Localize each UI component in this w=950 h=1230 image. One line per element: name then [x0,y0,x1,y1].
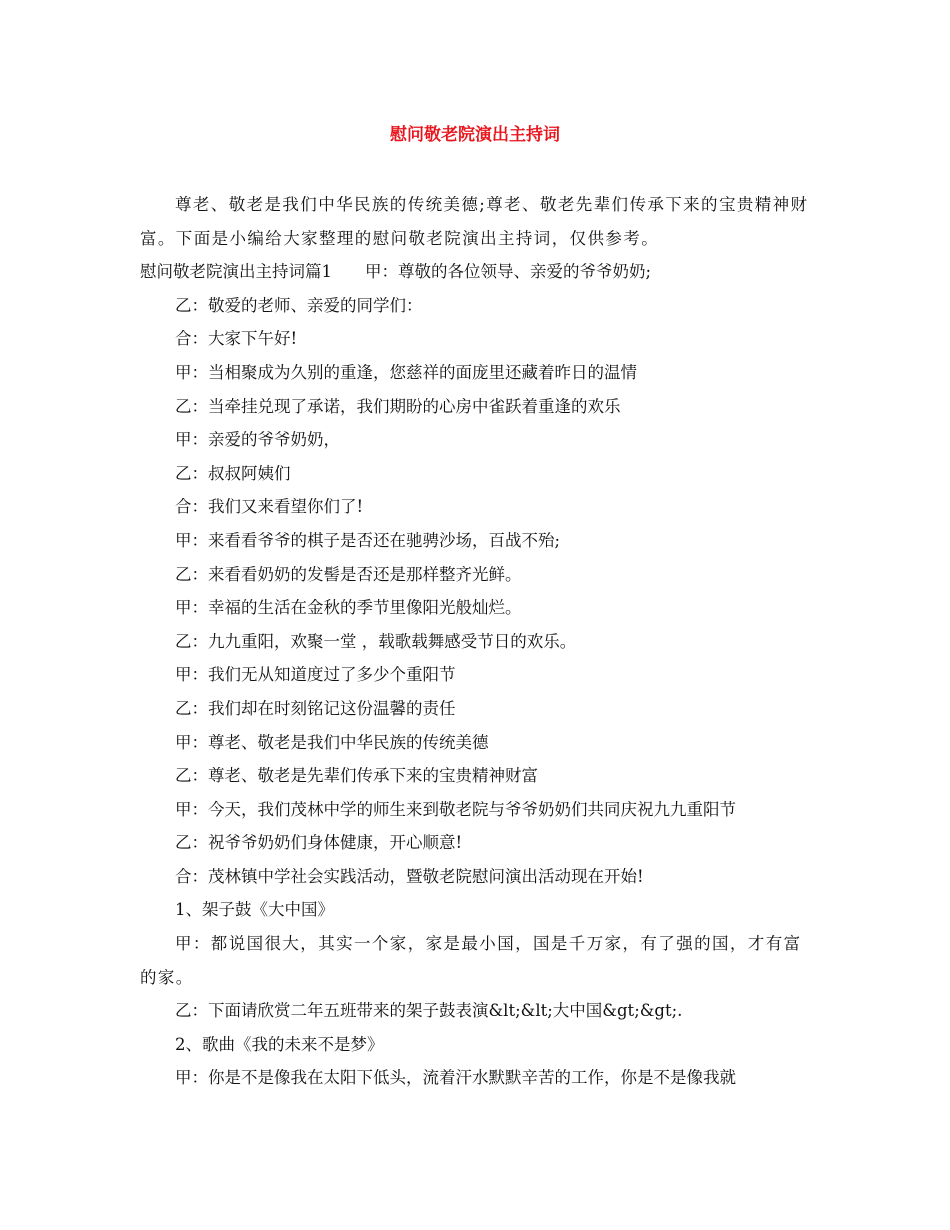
dialogue-line: 甲：我们无从知道度过了多少个重阳节 [175,665,456,685]
dialogue-line: 合：我们又来看望你们了! [175,497,364,517]
dialogue-line: 甲：尊老、敬老是我们中华民族的传统美德 [175,732,489,752]
section-heading-line: 慰问敬老院演出主持词篇1 甲：尊敬的各位领导、亲爱的爷爷奶奶; [140,262,652,282]
dialogue-line: 乙：敬爱的老师、亲爱的同学们： [175,295,423,315]
intro-paragraph: 尊老、敬老是我们中华民族的传统美德;尊老、敬老先辈们传承下来的宝贵精神财富。下面是小编给大家整理的慰问敬老院演出主持词，仅供参考。 [140,195,809,248]
dialogue-line: 合：大家下午好! [175,329,298,349]
dialogue-line: 甲：亲爱的爷爷奶奶， [175,430,340,450]
dialogue-line: 乙：来看看奶奶的发髻是否还是那样整齐光鲜。 [175,564,522,584]
dialogue-line: 合：茂林镇中学社会实践活动，暨敬老院慰问演出活动现在开始! [175,866,644,886]
dialogue-line: 甲：幸福的生活在金秋的季节里像阳光般灿烂。 [175,598,522,618]
document-title: 慰问敬老院演出主持词 [390,125,560,145]
dialogue-line: 乙：下面请欣赏二年五班带来的架子鼓表演&lt;&lt;大中国&gt;&gt;. [175,1001,683,1021]
dialogue-paragraph: 甲：都说国很大，其实一个家，家是最小国，国是千万家，有了强的国，才有富的家。 [140,934,802,987]
dialogue-line: 乙：叔叔阿姨们 [175,463,291,483]
document-body [140,188,812,1095]
dialogue-line: 乙：祝爷爷奶奶们身体健康，开心顺意! [175,833,463,853]
dialogue-line: 乙：当牵挂兑现了承诺，我们期盼的心房中雀跃着重逢的欢乐 [175,396,621,416]
dialogue-line: 乙：九九重阳，欢聚一堂 ，载歌载舞感受节日的欢乐。 [175,631,577,651]
dialogue-line: 乙：我们却在时刻铭记这份温馨的责任 [175,698,456,718]
dialogue-line: 甲：当相聚成为久别的重逢，您慈祥的面庞里还藏着昨日的温情 [175,362,637,382]
dialogue-line: 甲：今天，我们茂林中学的师生来到敬老院与爷爷奶奶们共同庆祝九九重阳节 [175,799,736,819]
dialogue-line: 甲：来看看爷爷的棋子是否还在驰骋沙场，百战不殆; [175,530,561,550]
program-item-heading: 2、歌曲《我的未来不是梦》 [175,1034,384,1054]
dialogue-line: 乙：尊老、敬老是先辈们传承下来的宝贵精神财富 [175,766,538,786]
dialogue-line: 甲：你是不是像我在太阳下低头，流着汗水默默辛苦的工作，你是不是像我就 [175,1068,736,1088]
program-item-heading: 1、架子鼓《大中国》 [175,900,334,920]
